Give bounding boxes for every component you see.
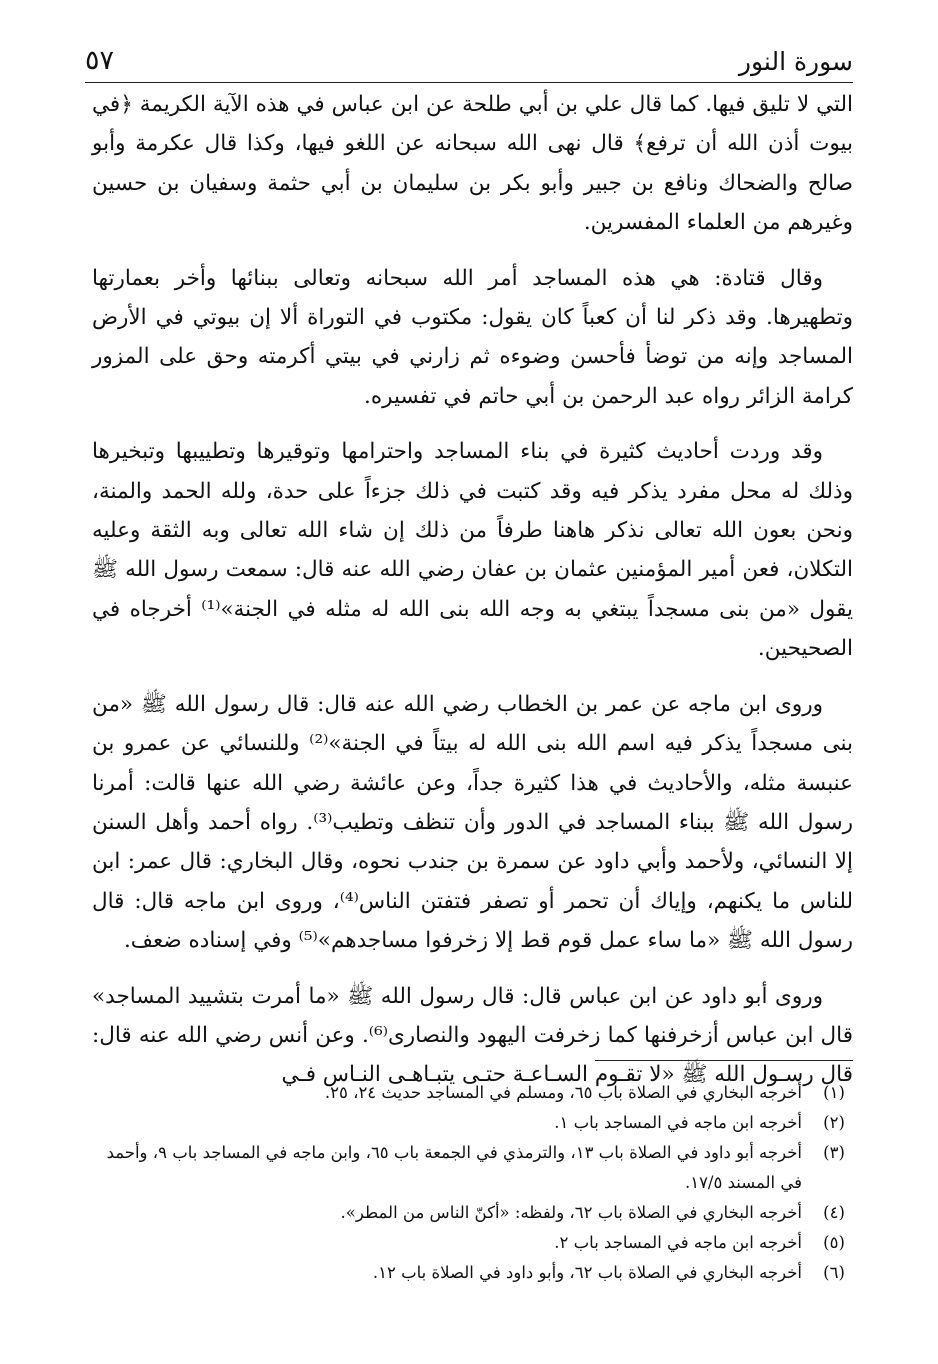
footnote-number: (٤)	[823, 1203, 845, 1222]
footnote-number: (٦)	[823, 1263, 845, 1282]
footnote-number: (٥)	[823, 1233, 845, 1252]
footnote	[92, 1108, 866, 1138]
footnote-number: (٢)	[823, 1113, 845, 1132]
footnote-divider	[595, 1060, 853, 1061]
main-text	[92, 85, 853, 1111]
footnote-number: (١)	[823, 1083, 845, 1102]
footnote	[92, 1258, 866, 1288]
footnote-text: أخرجه البخاري في الصلاة باب ٦٢، ولفظه: «أكنّ الناس من المطر».	[340, 1203, 802, 1222]
footnotes	[92, 1078, 866, 1288]
paragraph: وقد وردت أحاديث كثيرة في بناء المساجد واحترامها وتوقيرها وتطييبها وتبخيرها وذلك له محل مفرد يذكر فيه وقد كتبت في ذلك جزءاً على حدة، ولله الحمد والمنة، ونحن بعون الله تعالى نذكر هاهنا طرفاً من ذلك إن شاء الله تعالى وبه الثقة وعليه التكلان، فعن أمير المؤمنين عثمان بن عفان رضي الله عنه قال: سمعت رسول الله ﷺ يقول «من بنى مسجداً يبتغي به وجه الله بنى الله له مثله في الجنة»⁽¹⁾ أخرجاه في الصحيحين.	[92, 439, 853, 662]
page-header	[85, 36, 853, 83]
footnote-text: أخرجه البخاري في الصلاة باب ٦٥، ومسلم في المساجد حديث ٢٤، ٢٥.	[324, 1083, 802, 1102]
footnote-text: أخرجه البخاري في الصلاة باب ٦٢، وأبو داود في الصلاة باب ١٢.	[372, 1263, 802, 1282]
footnote	[92, 1198, 866, 1228]
paragraph: وروى ابن ماجه عن عمر بن الخطاب رضي الله عنه قال: قال رسول الله ﷺ «من بنى مسجداً يذكر فيه اسم الله بنى الله له بيتاً في الجنة»⁽²⁾ وللنسائي عن عمرو بن عنبسة مثله، والأحاديث في هذا كثيرة جداً، وعن عائشة رضي الله عنها قالت: أمرنا رسول الله ﷺ ببناء المساجد في الدور وأن تنظف وتطيب⁽³⁾. رواه أحمد وأهل السنن إلا النسائي، ولأحمد وأبي داود عن سمرة بن جندب نحوه، وقال البخاري: قال عمر: ابن للناس ما يكنهم، وإياك أن تحمر أو تصفر فتفتن الناس⁽⁴⁾، وروى ابن ماجه قال: قال رسول الله ﷺ «ما ساء عمل قوم قط إلا زخرفوا مساجدهم»⁽⁵⁾ وفي إسناده ضعف.	[92, 691, 853, 954]
page-number: ٥٧	[85, 45, 115, 76]
paragraph: وروى أبو داود عن ابن عباس قال: قال رسول الله ﷺ «ما أمرت بتشييد المساجد» قال ابن عباس أزخرفنها كما زخرفت اليهود والنصارى⁽⁶⁾. وعن أنس رضي الله عنه قال: قال رسـول الله ﷺ «لا تقـوم السـاعـة حتـى يتبـاهـى النـاس فـي	[92, 983, 853, 1088]
footnote	[92, 1228, 866, 1258]
footnote-number: (٣)	[823, 1143, 845, 1162]
footnote	[92, 1138, 866, 1198]
footnote	[92, 1078, 866, 1108]
footnote-text: أخرجه أبو داود في الصلاة باب ١٣، والترمذي في الجمعة باب ٦٥، وابن ماجه في المساجد باب ٩، وأحمد في المسند ١٧/٥.	[106, 1143, 802, 1192]
footnote-text: أخرجه ابن ماجه في المساجد باب ٢.	[554, 1233, 802, 1252]
paragraph: التي لا تليق فيها. كما قال علي بن أبي طلحة عن ابن عباس في هذه الآية الكريمة ﴿في بيوت أذن الله أن ترفع﴾ قال نهى الله سبحانه عن اللغو فيها، وكذا قال عكرمة وأبو صالح والضحاك ونافع بن جبير وأبو بكر بن سليمان بن أبي حثمة وسفيان بن حسين وغيرهم من العلماء المفسرين.	[92, 92, 853, 236]
paragraph: وقال قتادة: هي هذه المساجد أمر الله سبحانه وتعالى ببنائها وأخر بعمارتها وتطهيرها. وقد ذكر لنا أن كعباً كان يقول: مكتوب في التوراة ألا إن بيوتي في الأرض المساجد وإنه من توضأ فأحسن وضوءه ثم زارني في بيتي أكرمته وحق على المزور كرامة الزائر رواه عبد الرحمن بن أبي حاتم في تفسيره.	[92, 265, 853, 409]
footnote-text: أخرجه ابن ماجه في المساجد باب ١.	[554, 1113, 802, 1132]
surah-title: سورة النور	[738, 47, 853, 76]
